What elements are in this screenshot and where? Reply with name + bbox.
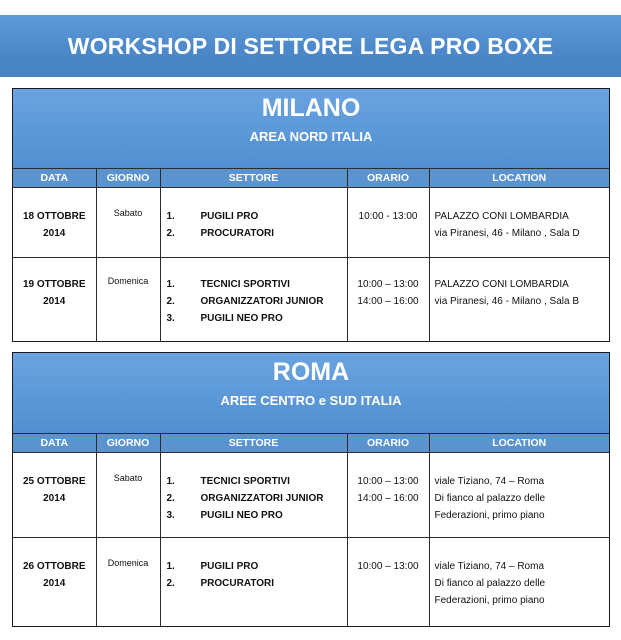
- date-year: 2014: [43, 296, 66, 307]
- sector-label: PROCURATORI: [200, 228, 275, 239]
- sector-cell: [160, 453, 347, 538]
- city-name: MILANO: [261, 94, 361, 122]
- sector-label: TECNICI SPORTIVI: [200, 476, 290, 487]
- list-item: 2. ORGANIZZATORI JUNIOR: [161, 293, 347, 310]
- location-cell: [429, 538, 609, 626]
- col-header-orario: ORARIO: [347, 169, 429, 188]
- day-cell: [96, 258, 160, 341]
- day-label: Sabato: [113, 473, 143, 483]
- table-row: [13, 188, 609, 258]
- list-item: 1. PUGILI PRO: [161, 208, 347, 225]
- table-header-row: [13, 434, 609, 453]
- time-cell: [347, 453, 429, 538]
- date-day-month: 18 OTTOBRE: [22, 211, 86, 222]
- day-cell: [96, 453, 160, 538]
- city-name: ROMA: [272, 358, 350, 386]
- time-range: 14:00 – 16:00: [357, 493, 419, 504]
- date-cell: [13, 453, 96, 538]
- sector-cell: [160, 188, 347, 258]
- list-item: 1. TECNICI SPORTIVI: [161, 276, 347, 293]
- date-year: 2014: [43, 228, 66, 239]
- sector-label: PUGILI NEO PRO: [200, 510, 283, 521]
- schedule-table: [13, 434, 609, 626]
- list-item: 1. TECNICI SPORTIVI: [161, 473, 347, 490]
- date-day-month: 25 OTTOBRE: [22, 476, 86, 487]
- col-header-settore: SETTORE: [160, 169, 347, 188]
- page-title: WORKSHOP DI SETTORE LEGA PRO BOXE: [0, 15, 621, 77]
- date-year: 2014: [43, 493, 66, 504]
- date-cell: [13, 538, 96, 626]
- sector-label: PUGILI PRO: [200, 561, 259, 572]
- day-label: Domenica: [107, 276, 149, 286]
- sector-label: ORGANIZZATORI JUNIOR: [200, 493, 324, 504]
- location-line: PALAZZO CONI LOMBARDIA: [434, 279, 569, 290]
- list-item: 2. ORGANIZZATORI JUNIOR: [161, 490, 347, 507]
- table-row: [13, 258, 609, 341]
- list-item: 3. PUGILI NEO PRO: [161, 310, 347, 327]
- location-line: Di fianco al palazzo delle: [434, 578, 546, 589]
- time-range: 10:00 - 13:00: [358, 211, 418, 222]
- date-day-month: 26 OTTOBRE: [22, 561, 86, 572]
- location-cell: [429, 453, 609, 538]
- time-range: 10:00 – 13:00: [357, 279, 419, 290]
- section-header: [13, 89, 609, 169]
- location-line: PALAZZO CONI LOMBARDIA: [434, 211, 569, 222]
- time-range: 14:00 – 16:00: [357, 296, 419, 307]
- sector-list: [161, 258, 347, 327]
- location-line: viale Tiziano, 74 – Roma: [434, 561, 545, 572]
- col-header-data: DATA: [13, 169, 96, 188]
- sector-label: PUGILI NEO PRO: [200, 313, 283, 324]
- col-header-location: LOCATION: [429, 434, 609, 453]
- day-label: Domenica: [107, 558, 149, 568]
- sector-label: PUGILI PRO: [200, 211, 259, 222]
- sector-label: PROCURATORI: [200, 578, 275, 589]
- table-row: [13, 453, 609, 538]
- date-day-month: 19 OTTOBRE: [22, 279, 86, 290]
- sector-list: [161, 538, 347, 592]
- time-cell: [347, 538, 429, 626]
- date-cell: [13, 258, 96, 341]
- col-header-giorno: GIORNO: [96, 434, 160, 453]
- location-line: viale Tiziano, 74 – Roma: [434, 476, 545, 487]
- sector-label: ORGANIZZATORI JUNIOR: [200, 296, 324, 307]
- sector-list: [161, 188, 347, 242]
- col-header-giorno: GIORNO: [96, 169, 160, 188]
- sector-list: [161, 453, 347, 524]
- location-cell: [429, 188, 609, 258]
- day-cell: [96, 188, 160, 258]
- time-cell: [347, 258, 429, 341]
- list-item: 1. PUGILI PRO: [161, 558, 347, 575]
- col-header-settore: SETTORE: [160, 434, 347, 453]
- location-line: Federazioni, primo piano: [434, 510, 545, 521]
- date-year: 2014: [43, 578, 66, 589]
- area-name: AREE CENTRO e SUD ITALIA: [220, 393, 402, 408]
- sector-cell: [160, 538, 347, 626]
- location-line: Di fianco al palazzo delle: [434, 493, 546, 504]
- list-item: 2. PROCURATORI: [161, 575, 347, 592]
- day-cell: [96, 538, 160, 626]
- col-header-data: DATA: [13, 434, 96, 453]
- section-header: [13, 353, 609, 434]
- time-range: 10:00 – 13:00: [357, 561, 419, 572]
- time-cell: [347, 188, 429, 258]
- sector-cell: [160, 258, 347, 341]
- section-roma: [12, 352, 610, 627]
- list-item: 3. PUGILI NEO PRO: [161, 507, 347, 524]
- table-row: [13, 538, 609, 626]
- location-line: via Piranesi, 46 - Milano , Sala B: [434, 296, 580, 307]
- table-header-row: [13, 169, 609, 188]
- location-cell: [429, 258, 609, 341]
- time-range: 10:00 – 13:00: [357, 476, 419, 487]
- date-cell: [13, 188, 96, 258]
- area-name: AREA NORD ITALIA: [249, 129, 373, 144]
- section-milano: [12, 88, 610, 342]
- location-line: via Piranesi, 46 - Milano , Sala D: [434, 228, 580, 239]
- col-header-location: LOCATION: [429, 169, 609, 188]
- list-item: 2. PROCURATORI: [161, 225, 347, 242]
- col-header-orario: ORARIO: [347, 434, 429, 453]
- schedule-table: [13, 169, 609, 341]
- day-label: Sabato: [113, 208, 143, 218]
- sector-label: TECNICI SPORTIVI: [200, 279, 290, 290]
- location-line: Federazioni, primo piano: [434, 595, 545, 606]
